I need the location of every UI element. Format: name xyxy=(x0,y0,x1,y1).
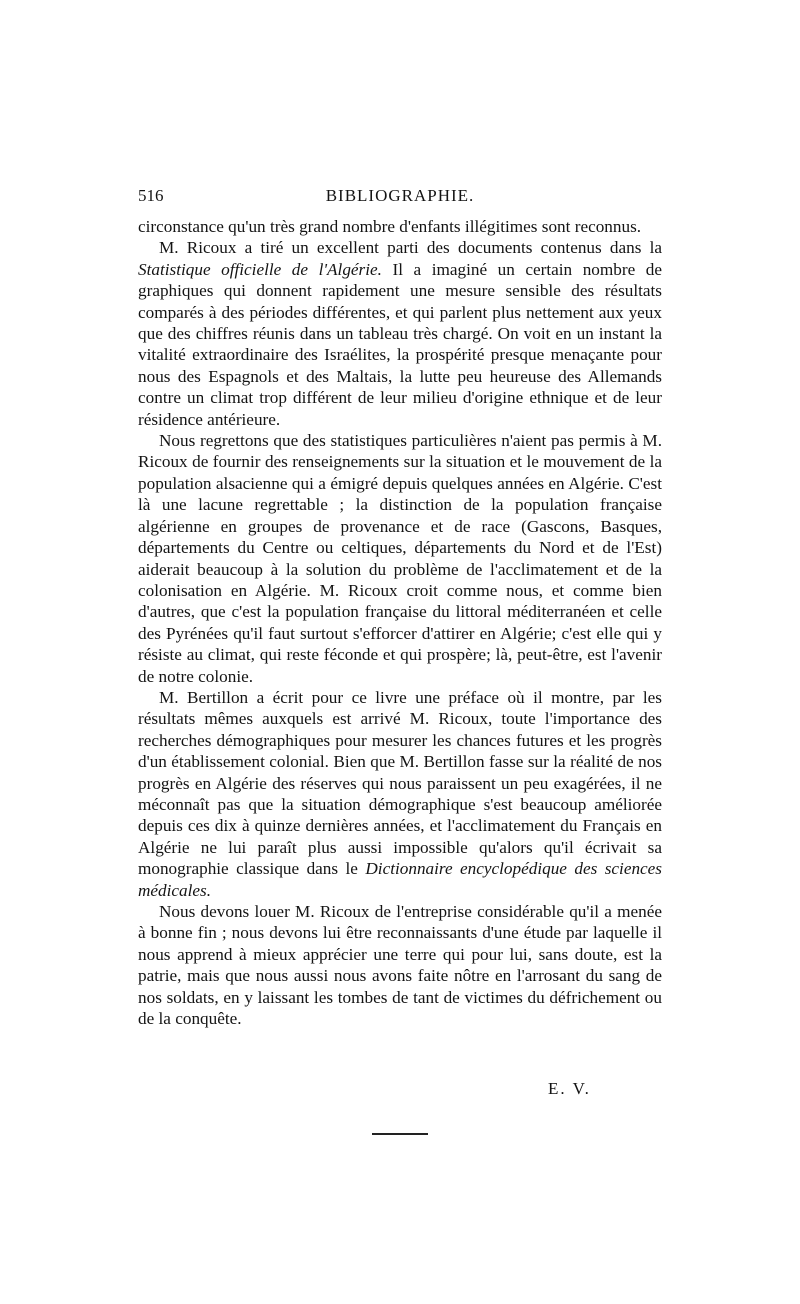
signature: E. V. xyxy=(548,1079,591,1098)
paragraph-3: Nous regrettons que des statistiques particulières n'aient pas permis à M. Ricoux de fournir des renseignements sur la situation et le mouvement de la population alsacienne qui a émigré depuis quelques années en Algérie. C'est là une lacune regrettable ; la distinction de la population française algérienne en groupes de provenance et de race (Gascons, Basques, départements du Centre ou celtiques, départements du Nord et de l'Est) aiderait beaucoup à la solution du problème de l'acclimatement et de la colonisation en Algérie. M. Ricoux croit comme nous, et comme bien d'autres, que c'est la population française du littoral méditerranéen et celle des Pyrénées qu'il faut surtout s'efforcer d'attirer en Algérie; c'est elle qui y résiste au climat, qui reste féconde et qui prospère; là, peut-être, est l'avenir de notre colonie. xyxy=(138,431,662,686)
statistique-title: Statistique officielle de l'Algérie. xyxy=(138,259,382,279)
paragraph-2-part-1: M. Ricoux a tiré un excellent parti des documents contenus dans la xyxy=(159,238,662,258)
running-header xyxy=(138,186,662,210)
header-title: BIBLIOGRAPHIE. xyxy=(325,186,475,205)
body-text xyxy=(138,216,662,1029)
paragraph-2-part-2: Il a imaginé un certain nombre de graphiques qui donnent rapidement une mesure sensible des résultats comparés à des périodes différentes, et qui parlent plus nettement aux yeux que des chiffres réunis dans un tableau très chargé. On voit en un instant la vitalité extraordinaire des Israélites, la prospérité presque menaçante pour nous des Espagnols et des Maltais, la lutte peu heureuse des Allemands contre un climat trop différent de leur milieu d'origine ethnique et de leur résidence antérieure. xyxy=(138,259,662,429)
paragraph-2 xyxy=(138,237,662,430)
paragraph-4 xyxy=(138,687,662,901)
closing-rule xyxy=(372,1133,428,1135)
dictionnaire-title: Dictionnaire encyclopédique des sciences médicales. xyxy=(138,859,662,900)
page-number: 516 xyxy=(138,186,164,205)
paragraph-5: Nous devons louer M. Ricoux de l'entreprise considérable qu'il a menée à bonne fin ; nous devons lui être reconnaissants d'une étude par laquelle il nous apprend à mieux apprécier une terre qui pour lui, sans doute, est la patrie, mais que nous aussi nous avons faite nôtre en l'arrosant du sang de nos soldats, en y laissant les tombes de tant de victimes du défrichement ou de la conquête. xyxy=(138,902,662,1029)
paragraph-4-part-1: M. Bertillon a écrit pour ce livre une préface où il montre, par les résultats mêmes auxquels est arrivé M. Ricoux, toute l'importance des recherches démographiques pour mesurer les chances futures et les progrès d'un établissement colonial. Bien que M. Bertillon fasse sur la réalité de nos progrès en Algérie des réserves qui nous paraissent un peu exagérées, il ne méconnaît pas que la situation démographique s'est beaucoup améliorée depuis ces dix à quinze dernières années, et l'acclimatement du Français en Algérie ne lui paraît plus aussi impossible qu'alors qu'il écrivait sa monographie classique dans le xyxy=(138,687,662,879)
paragraph-1: circonstance qu'un très grand nombre d'enfants illégitimes sont reconnus. xyxy=(138,217,642,236)
